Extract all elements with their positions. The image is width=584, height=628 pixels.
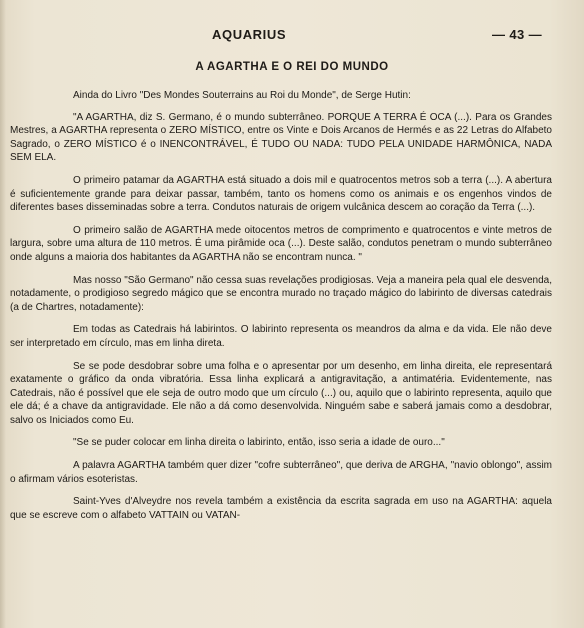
paragraph: Se se pode desdobrar sobre uma folha e o apresentar por um desenho, em linha direita, ele representará exatamente o gráfico da onda vibratória. Essa linha explicará a antigravitação, a antimatéria. Evidentemente, nas Catedrais, não é possível que ele seja de outro modo que um círculo (...) ou, aquilo que o labirinto representa, aquilo que ele dá; é a chave da antigravidade. Ele não a dá como desenvolvida. Ninguém sabe e saberá jamais como a desdobrar, salvo os Iniciados como Eu. <box>10 360 552 426</box>
page-number: — 43 — <box>492 27 543 42</box>
paragraph: Mas nosso "São Germano" não cessa suas revelações prodigiosas. Veja a maneira pela qual ele desvenda, notadamente, o prodigioso segredo mágico que se encontra murado no traçado mágico do labirinto de diversas catedrais (a de Chartres, notadamente): <box>10 274 552 313</box>
paragraph: O primeiro patamar da AGARTHA está situado a dois mil e quatrocentos metros sob a terra (...). A abertura é suficientemente grande para deixar passar, também, tanto os homens como os animais e os engenhos vindos de diferentes bases disseminadas sobre a terra. Condutos naturais de origem vulcânica descem ao coração da Terra (...). <box>10 174 552 214</box>
page-binding-shadow <box>0 0 6 628</box>
paragraph: "A AGARTHA, diz S. Germano, é o mundo subterrâneo. PORQUE A TERRA É OCA (...). Para os Grandes Mestres, a AGARTHA representa o ZERO MÍSTICO, entre os Vinte e Dois Arcanos de Hermés e as 22 Letras do Alfabeto Sagrado, o ZERO MÍSTICO é o INENCONTRÁVEL, É TUDO OU NADA: TUDO PELA UNIDADE HARMÔNICA, NADA SEM ELA. <box>10 111 552 164</box>
paragraph: "Se se puder colocar em linha direita o labirinto, então, isso seria a idade de ouro..." <box>73 437 445 449</box>
page-header <box>0 27 584 45</box>
chapter-title: A AGARTHA E O REI DO MUNDO <box>195 61 389 73</box>
paragraph: Saint-Yves d'Alveydre nos revela também a existência da escrita sagrada em uso na AGARTHA: aquela que se escreve com o alfabeto VATTAIN ou VATAN- <box>10 496 552 521</box>
paragraph: Ainda do Livro "Des Mondes Souterrains au Roi du Monde", de Serge Hutin: <box>73 90 411 101</box>
paragraph: Em todas as Catedrais há labirintos. O labirinto representa os meandros da alma e da vida. Ele não deve ser interpretado em círculo, mas em linha direta. <box>10 324 552 349</box>
running-title: AQUARIUS <box>212 27 287 42</box>
paragraph: O primeiro salão de AGARTHA mede oitocentos metros de comprimento e quatrocentos e vinte metros de largura, sobre uma altura de 110 metros. É uma pirâmide oca (...). Deste salão, condutos penetram o mundo subterrâneo onde alguns a maioria dos habitantes da AGARTHA não se encontram nunca. " <box>10 224 552 263</box>
body-text <box>10 89 552 531</box>
paragraph: A palavra AGARTHA também quer dizer "cofre subterrâneo", que deriva de ARGHA, "navio oblongo", assim o afirmam vários esoteristas. <box>10 460 552 485</box>
